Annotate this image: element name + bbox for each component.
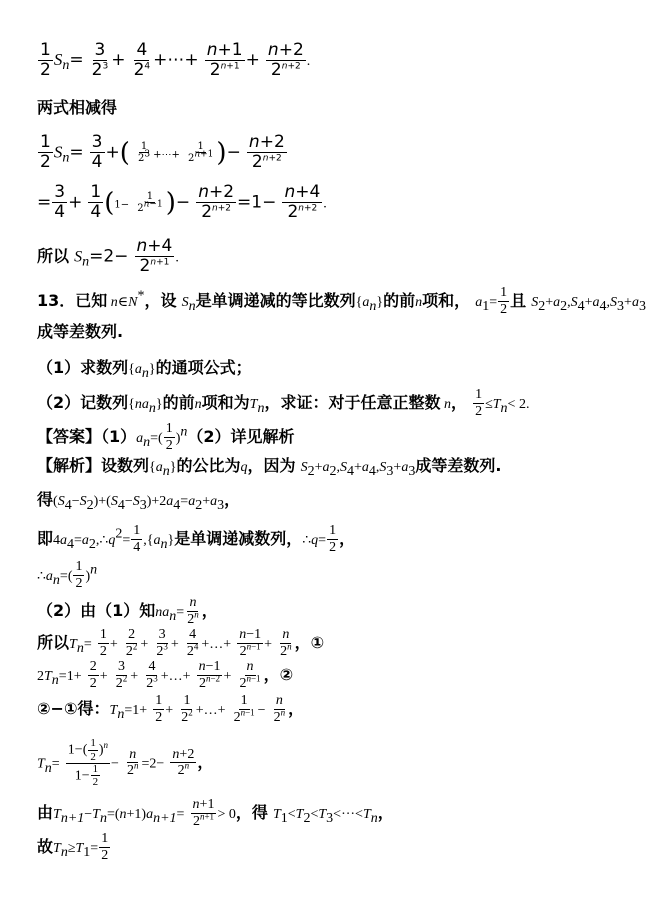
sol-line-1-math: $\frac{1}{2}$ $S_n=$ $\frac{3}{2^3}$ + $\frac{4}{2^4}$ +⋯+ $\frac{n+1}{2^{n+1}}$ + $\frac{n+2}{2^{n+2}}$ . [40,40,311,80]
analysis-line-10: 故$T_n\ge T_1=$ $\frac{1}{2}$ [37,831,109,863]
sol-line-4: = $\frac{3}{4}$ + $\frac{1}{4}$ (1− $\frac{1}{2^{n-1}}$ )− $\frac{n+2}{2^{n+2}}$ =1− $\frac{n+4}{2^{n+2}}$ . [37,182,327,222]
q13-title: 13．已知 n∈N*，设 $S_n$是单调递减的等比数列$\{a_n\}$的前n项和， $a_1=$ $\frac{1}{2}$ 且 $S_2+a_2,S_4+a_4,S_3+a_3$ [37,285,646,317]
analysis-line-5: 所以$T_n=$ $\frac{1}{2}$ + $\frac{2}{2^2}$ + $\frac{3}{2^3}$ + $\frac{4}{2^4}$ +…+ $\frac{n-1}{2^{n-1}}$ + $\frac{n}{2^n}$ ，① [37,627,325,659]
analysis-line-9: 由$T_{n+1}-T_n=(n+1)a_{n+1}=$ $\frac{n+1}{2^{n+1}}$ > 0，得 $T_1<T_2<T_3<\cdot\cdot\cdot<T_n$， [37,797,394,829]
analysis-line-1: 得$(S_4-S_2)+(S_4-S_3)+2a_4=a_2+a_3$， [37,490,241,514]
analysis: 【解析】设数列$\{a_n\}$的公比为q，因为 $S_2+a_2,S_4+a_4,S_3+a_3$成等差数列. [37,456,502,480]
q13-part-1: （1）求数列$\{a_n\}$的通项公式； [37,358,252,382]
analysis-line-7: ②−①得：$T_n=1+$ $\frac{1}{2}$ + $\frac{1}{2^2}$ +…+ $\frac{1}{2^{n-1}}$ − $\frac{n}{2^n}$ ， [37,693,305,725]
sol-line-3: $\frac{1}{2}$ $S_n=$ $\frac{3}{4}$ +( $\frac{1}{2^3}$ +⋯+ $\frac{1}{2^{n+1}}$ )− $\frac{n+2}{2^{n+2}}$ [40,132,285,172]
analysis-line-6: $2T_n=1+$ $\frac{2}{2}$ + $\frac{3}{2^2}$ + $\frac{4}{2^3}$ +…+ $\frac{n-1}{2^{n-2}}$ + $\frac{n}{2^{n-1}}$ ，② [37,659,294,691]
analysis-line-4: （2）由（1）知$na_n=$ $\frac{n}{2^n}$ ， [37,595,218,627]
sol-line-2: 两式相减得 [37,98,118,117]
sol-line-1 [37,42,310,80]
analysis-line-3: $\therefore a_n=$( $\frac{1}{2}$ )$^n$ [37,559,98,591]
sol-line-5: 所以 $S_n=2-$ $\frac{n+4}{2^{n+1}}$ . [37,236,179,276]
q13-title-2: 成等差数列. [37,322,124,341]
q13-part-2: （2）记数列$\{na_n\}$的前n项和为$T_n$，求证：对于任意正整数 n， $\frac{1}{2}$ $\le T_n< 2$. [37,387,530,419]
answer: 【答案】$(1)a_n=$( $\frac{1}{2}$ )$^n$（2）详见解析 [37,421,295,453]
analysis-line-2: 即$4a_4=a_2,\therefore q^2=$ $\frac{1}{4}$ $,\{a_n\}$是单调递减数列，∴q= $\frac{1}{2}$ ， [37,523,356,555]
analysis-line-8: $T_n=$ 1−( $\frac{1}{2}$ )$^n$ 1− $\frac{1}{2}$ − $\frac{n}{2^n}$ =2− $\frac{n+2}{2^n}$ ， [37,737,214,789]
